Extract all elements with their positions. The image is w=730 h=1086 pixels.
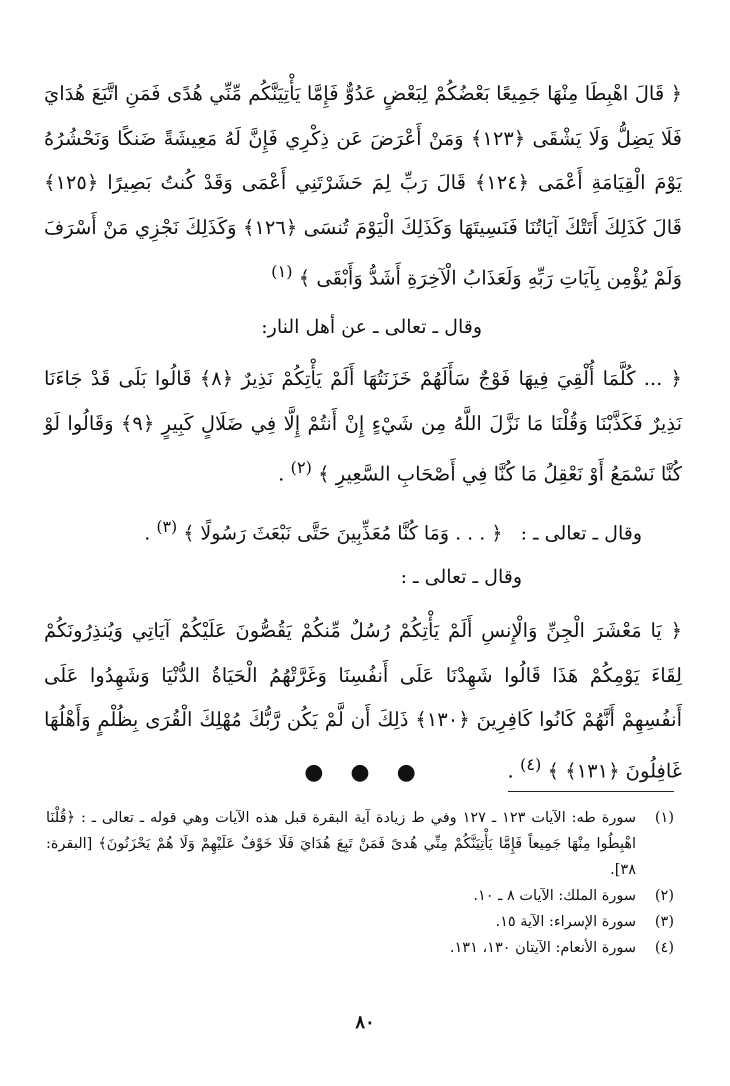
verse-text: ﴿ . . . وَمَا كُنَّا مُعَذِّبِينَ حَتَّى نَبْعَثَ رَسُولًا ﴾	[183, 522, 503, 545]
period: .	[144, 522, 151, 545]
quran-passage-taha	[44, 72, 682, 301]
verse-text: ﴿ يَا مَعْشَرَ الْجِنِّ وَالْإِنسِ أَلَمْ يَأْتِكُمْ رُسُلٌ مِّنكُمْ يَقُصُّونَ عَلَيْكُمْ آيَاتِي وَيُنذِرُونَكُمْ لِقَاءَ يَوْمِكُمْ هَذَا قَالُوا شَهِدْنَا عَلَى أَنفُسِنَا وَغَرَّتْهُمُ الْحَيَاةُ الدُّنْيَا وَشَهِدُوا عَلَى أَنفُسِهِمْ أَنَّهُمْ كَانُوا كَافِرِينَ ﴿١٣٠﴾ ذَلِكَ أَن لَّمْ يَكُن رَّبُّكَ مُهْلِكَ الْقُرَى بِظُلْمٍ وَأَهْلُهَا غَافِلُونَ ﴿١٣١﴾ ﴾	[44, 619, 682, 783]
footnote-ref: (٢)	[290, 458, 312, 477]
page-number: ٨٠	[355, 1012, 375, 1033]
main-text	[44, 72, 682, 794]
footnote-text: سورة طه: الآيات ١٢٣ ـ ١٢٧ وفي ط زيادة آية البقرة قبل هذه الآيات وهي قوله ـ تعالى ـ : ﴿قُلْنَا اهْبِطُوا مِنْهَا جَمِيعاً فَإِمَّا يَأْتِيَنَّكُمْ مِنِّي هُدىً فَمَنْ تَبِعَ هُدَايَ فَلَا خَوْفٌ عَلَيْهِمْ وَلَا هُمْ يَحْزَنُونَ﴾ [البقرة: ٣٨].	[46, 810, 637, 878]
quran-passage-mulk	[44, 357, 682, 497]
footnote-2	[46, 883, 674, 909]
period: .	[278, 462, 285, 486]
footnotes	[46, 805, 674, 961]
footnote-divider	[508, 791, 674, 792]
footnote-ref: (١)	[271, 262, 293, 281]
footnote-1	[46, 805, 674, 883]
footnote-number: (١)	[654, 810, 674, 826]
intro-line: وقال ـ تعالى ـ :	[520, 522, 642, 545]
footnote-ref: (٤)	[519, 754, 542, 774]
footnote-4	[46, 935, 674, 961]
intro-line: وقال ـ تعالى ـ عن أهل النار:	[261, 316, 482, 338]
footnote-number: (٣)	[654, 914, 674, 930]
footnote-text: سورة الأنعام: الآيتان ١٣٠، ١٣١.	[449, 940, 636, 956]
footnote-3	[46, 909, 674, 935]
intro-line: وقال ـ تعالى ـ :	[400, 566, 522, 589]
footnote-ref: (٣)	[156, 517, 178, 536]
period: .	[507, 759, 514, 783]
footnote-text: سورة الإسراء: الآية ١٥.	[495, 914, 636, 930]
footnote-number: (٤)	[654, 940, 674, 956]
verse-text: ﴿ قَالَ اهْبِطَا مِنْهَا جَمِيعًا بَعْضُكُمْ لِبَعْضٍ عَدُوٌّ فَإِمَّا يَأْتِيَنَّكُم مِّنِّي هُدًى فَمَنِ اتَّبَعَ هُدَايَ فَلَا يَضِلُّ وَلَا يَشْقَى ﴿١٢٣﴾ وَمَنْ أَعْرَضَ عَن ذِكْرِي فَإِنَّ لَهُ مَعِيشَةً ضَنكًا وَنَحْشُرُهُ يَوْمَ الْقِيَامَةِ أَعْمَى ﴿١٢٤﴾ قَالَ رَبِّ لِمَ حَشَرْتَنِي أَعْمَى وَقَدْ كُنتُ بَصِيرًا ﴿١٢٥﴾ قَالَ كَذَلِكَ أَتَتْكَ آيَاتُنَا فَنَسِيتَهَا وَكَذَلِكَ الْيَوْمَ تُنسَى ﴿١٢٦﴾ وَكَذَلِكَ نَجْزِي مَنْ أَسْرَفَ وَلَمْ يُؤْمِن بِآيَاتِ رَبِّهِ وَلَعَذَابُ الْآخِرَةِ أَشَدُّ وَأَبْقَى ﴾	[44, 82, 683, 290]
section-separator: ● ● ●	[304, 760, 426, 785]
footnote-number: (٢)	[654, 888, 674, 904]
footnote-text: سورة الملك: الآيات ٨ ـ ١٠.	[473, 888, 636, 904]
quran-passage-isra	[44, 511, 682, 549]
verse-text: ﴿ ... كُلَّمَا أُلْقِيَ فِيهَا فَوْجٌ سَأَلَهُمْ خَزَنَتُهَا أَلَمْ يَأْتِكُمْ نَذِيرٌ ﴿٨﴾ قَالُوا بَلَى قَدْ جَاءَنَا نَذِيرٌ فَكَذَّبْنَا وَقُلْنَا مَا نَزَّلَ اللَّهُ مِن شَيْءٍ إِنْ أَنتُمْ إِلَّا فِي ضَلَالٍ كَبِيرٍ ﴿٩﴾ وَقَالُوا لَوْ كُنَّا نَسْمَعُ أَوْ نَعْقِلُ مَا كُنَّا فِي أَصْحَابِ السَّعِيرِ ﴾	[44, 367, 682, 486]
